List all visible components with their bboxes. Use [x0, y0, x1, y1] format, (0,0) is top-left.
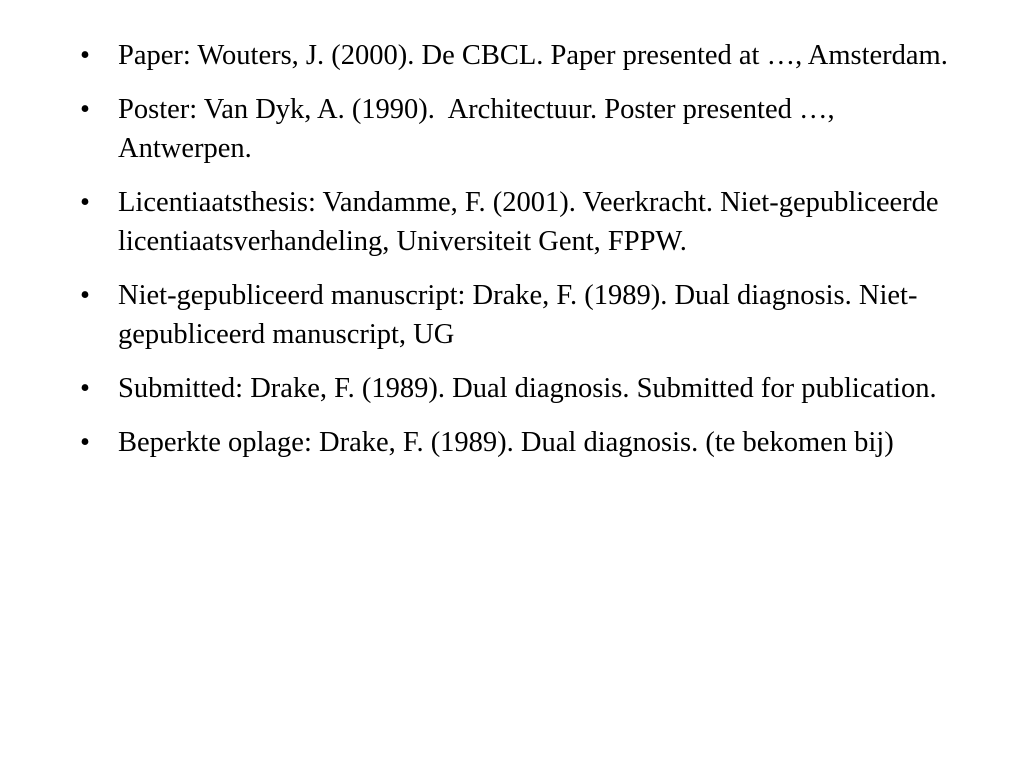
list-item-text: Poster: Van Dyk, A. (1990). Architectuur. Poster presented …, Antwerpen.	[118, 94, 841, 164]
list-item-submitted	[79, 369, 949, 408]
list-item-manuscript	[79, 276, 949, 354]
list-item-text: Licentiaatsthesis: Vandamme, F. (2001). Veerkracht. Niet-gepubliceerde licentiaatsverhandeling, Universiteit Gent, FPPW.	[118, 187, 946, 257]
list-item-thesis	[79, 183, 949, 261]
list-item-text: Beperkte oplage: Drake, F. (1989). Dual diagnosis. (te bekomen bij)	[118, 427, 894, 458]
bullet-icon: •	[80, 94, 90, 125]
list-item-limited-edition	[79, 423, 949, 462]
bullet-icon: •	[80, 373, 90, 404]
bullet-icon: •	[80, 187, 90, 218]
list-item-text: Niet-gepubliceerd manuscript: Drake, F. (1989). Dual diagnosis. Niet-gepubliceerd manuscript, UG	[118, 280, 918, 350]
bullet-icon: •	[80, 280, 90, 311]
bullet-icon: •	[80, 40, 90, 71]
bullet-icon: •	[80, 427, 90, 458]
list-item-text: Paper: Wouters, J. (2000). De CBCL. Paper presented at …, Amsterdam.	[118, 40, 948, 71]
list-item-paper	[79, 36, 949, 75]
list-item-text: Submitted: Drake, F. (1989). Dual diagnosis. Submitted for publication.	[118, 373, 937, 404]
reference-list	[79, 36, 949, 477]
list-item-poster	[79, 90, 949, 168]
